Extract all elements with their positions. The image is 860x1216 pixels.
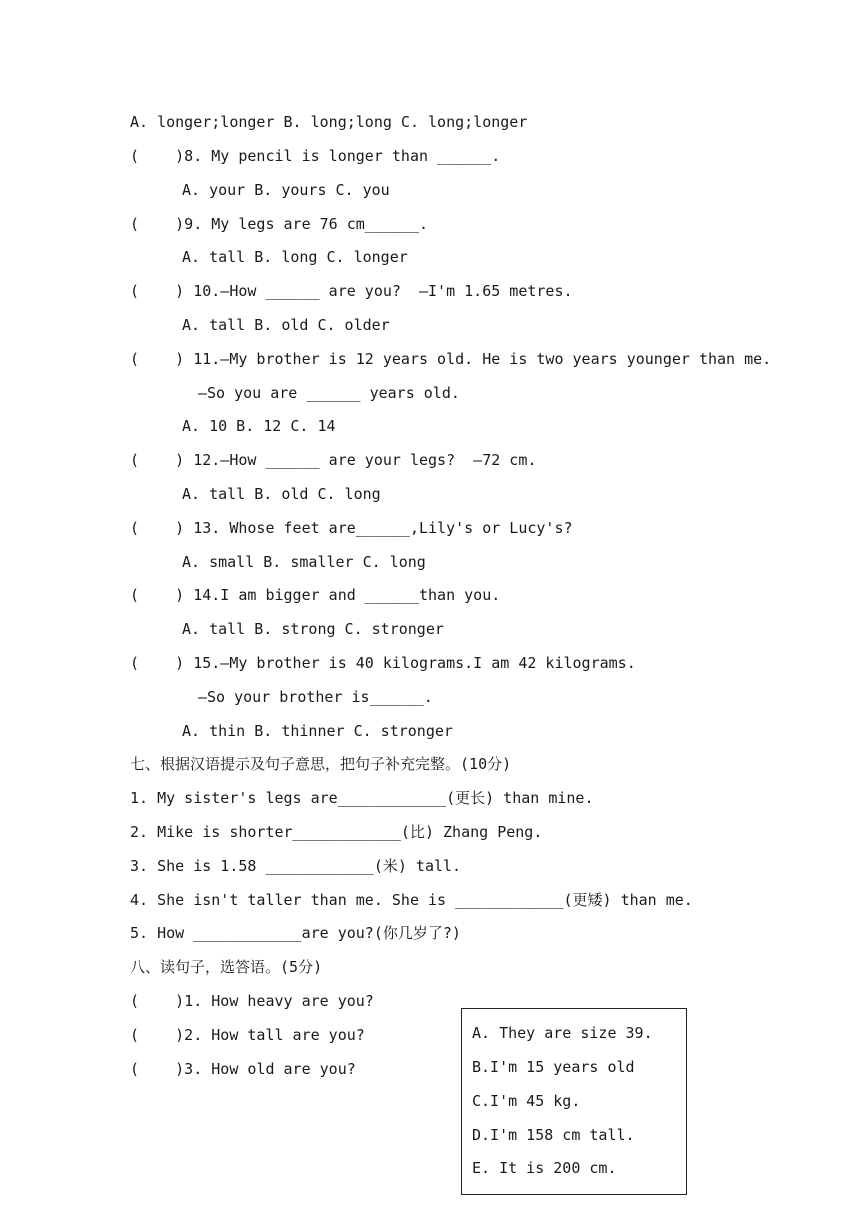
s8-item-2: ( )2. How tall are you? <box>130 1026 365 1044</box>
s7-item-1: 1. My sister's legs are____________(更长) than mine. <box>130 789 594 807</box>
s7-item-4: 4. She isn't taller than me. She is ____________(更矮) than me. <box>130 891 693 909</box>
answer-option-c: C.I'm 45 kg. <box>472 1092 581 1110</box>
q8-question: ( )8. My pencil is longer than ______. <box>130 147 501 165</box>
section-8-heading: 八、读句子，选答语。(5分) <box>130 958 323 976</box>
s8-item-3: ( )3. How old are you? <box>130 1060 356 1078</box>
answer-option-a: A. They are size 39. <box>472 1024 653 1042</box>
q14-options: A. tall B. strong C. stronger <box>182 620 444 638</box>
q13-options: A. small B. smaller C. long <box>182 553 426 571</box>
q8-options: A. your B. yours C. you <box>182 181 390 199</box>
q9-options: A. tall B. long C. longer <box>182 248 408 266</box>
answer-option-d: D.I'm 158 cm tall. <box>472 1126 635 1144</box>
q15-options: A. thin B. thinner C. stronger <box>182 722 453 740</box>
section-7-heading: 七、根据汉语提示及句子意思，把句子补充完整。(10分) <box>130 755 512 773</box>
q12-question: ( ) 12.—How ______ are your legs? —72 cm. <box>130 451 537 469</box>
s7-item-5: 5. How ____________are you?(你几岁了?) <box>130 924 461 942</box>
q9-question: ( )9. My legs are 76 cm______. <box>130 215 429 233</box>
q15-response: —So your brother is______. <box>198 688 433 706</box>
q10-question: ( ) 10.—How ______ are you? —I'm 1.65 metres. <box>130 282 573 300</box>
answer-options-box <box>461 1008 687 1195</box>
q11-options: A. 10 B. 12 C. 14 <box>182 417 336 435</box>
q10-options: A. tall B. old C. older <box>182 316 390 334</box>
s7-item-2: 2. Mike is shorter____________(比) Zhang Peng. <box>130 823 543 841</box>
q12-options: A. tall B. old C. long <box>182 485 381 503</box>
answer-option-b: B.I'm 15 years old <box>472 1058 635 1076</box>
q15-question: ( ) 15.—My brother is 40 kilograms.I am 42 kilograms. <box>130 654 636 672</box>
q7-options: A. longer;longer B. long;long C. long;longer <box>130 113 528 131</box>
q11-question: ( ) 11.—My brother is 12 years old. He is two years younger than me. <box>130 350 772 368</box>
s7-item-3: 3. She is 1.58 ____________(米) tall. <box>130 857 462 875</box>
s8-item-1: ( )1. How heavy are you? <box>130 992 374 1010</box>
q11-response: —So you are ______ years old. <box>198 384 460 402</box>
q13-question: ( ) 13. Whose feet are______,Lily's or Lucy's? <box>130 519 573 537</box>
q14-question: ( ) 14.I am bigger and ______than you. <box>130 586 501 604</box>
answer-option-e: E. It is 200 cm. <box>472 1159 617 1177</box>
